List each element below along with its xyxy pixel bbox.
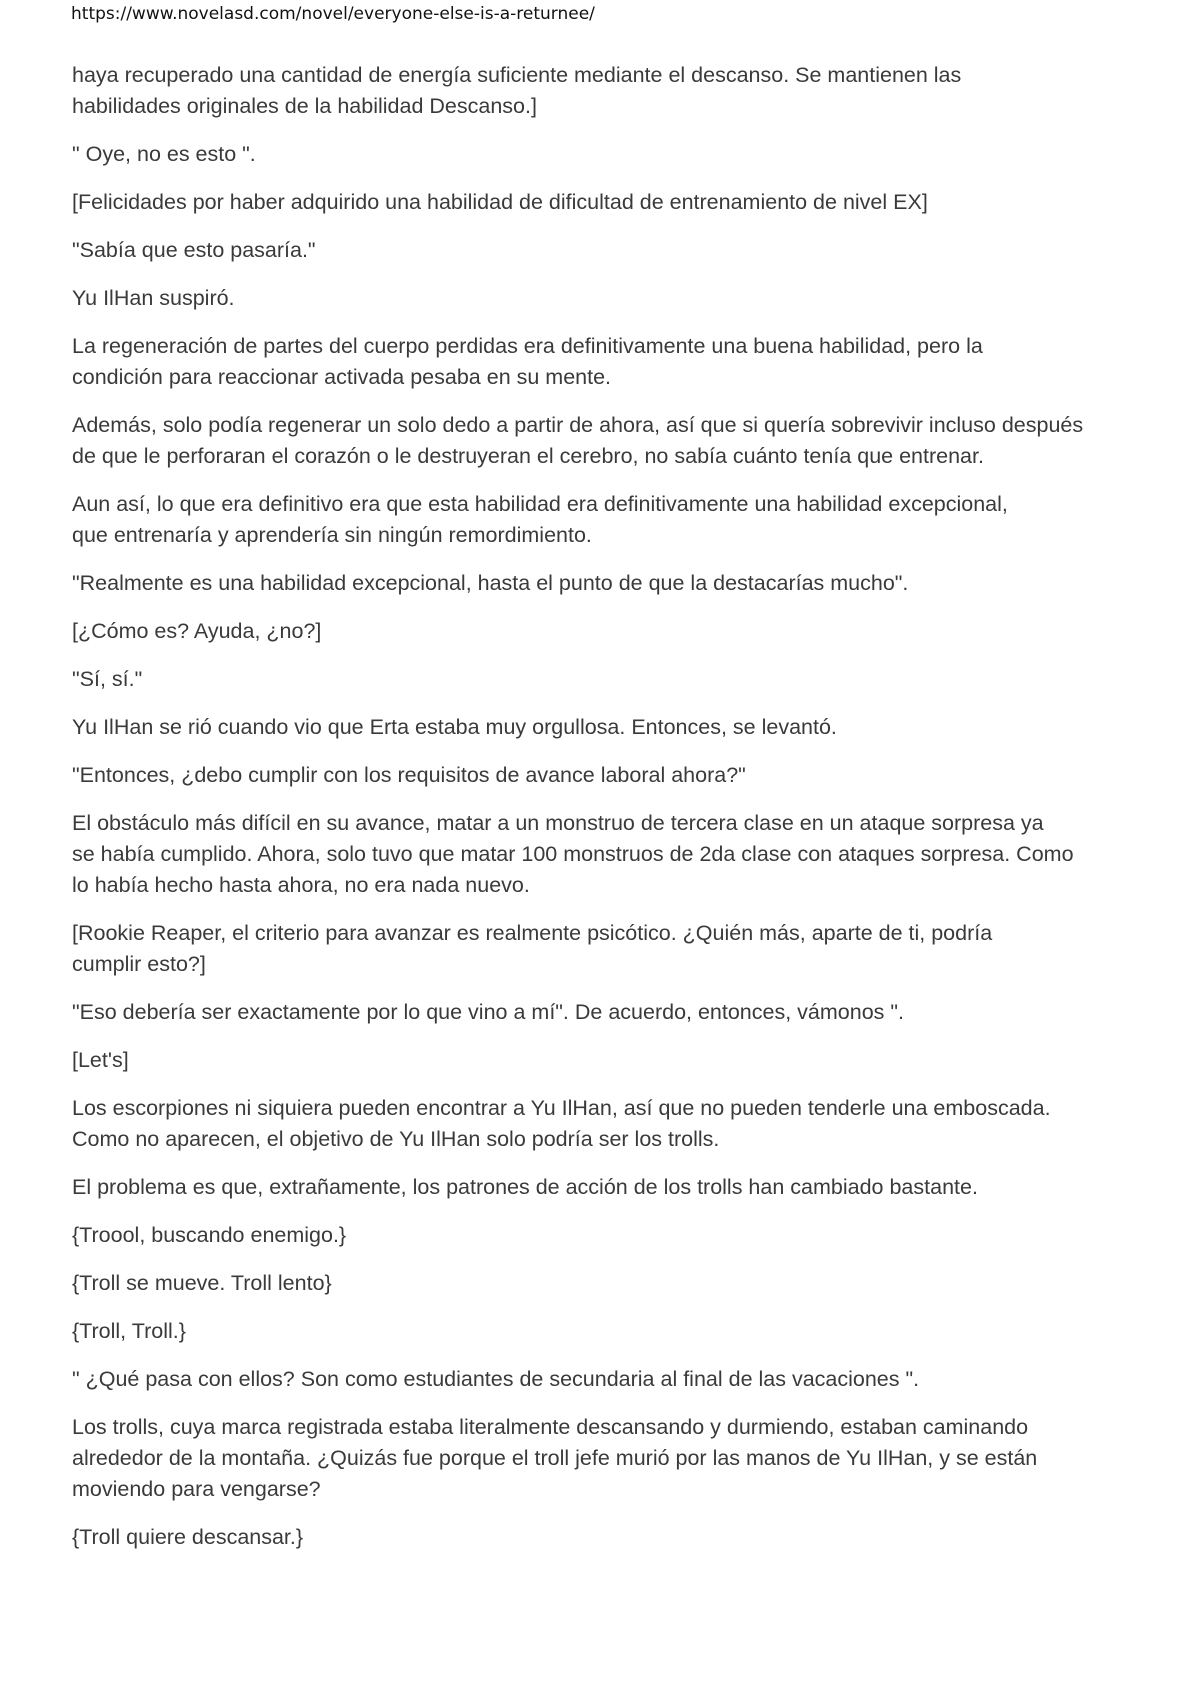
paragraph [72,1093,1110,1155]
paragraph [72,331,1110,393]
paragraph [72,410,1110,472]
text-line: "Realmente es una habilidad excepcional, hasta el punto de que la destacarías mucho". [72,571,909,595]
text-line: moviendo para vengarse? [72,1477,321,1501]
text-line: Además, solo podía regenerar un solo dedo a partir de ahora, así que si quería sobrevivir incluso después [72,413,1084,437]
paragraph [72,808,1110,901]
paragraph [72,1412,1110,1505]
text-line: habilidades originales de la habilidad Descanso.] [72,94,537,118]
paragraph [72,283,1110,314]
text-line: que entrenaría y aprendería sin ningún remordimiento. [72,523,592,547]
text-line: Los escorpiones ni siquiera pueden encontrar a Yu IlHan, así que no pueden tenderle una emboscada. [72,1096,1051,1120]
paragraph [72,918,1110,980]
text-line: alrededor de la montaña. ¿Quizás fue porque el troll jefe murió por las manos de Yu IlHan, y se están [72,1446,1038,1470]
chapter-text [72,60,1110,1553]
paragraph [72,489,1110,551]
text-line: haya recuperado una cantidad de energía suficiente mediante el descanso. Se mantienen las [72,63,962,87]
text-line: "Eso debería ser exactamente por lo que vino a mí". De acuerdo, entonces, vámonos ". [72,1000,904,1024]
text-line: {Troll quiere descansar.} [72,1525,304,1549]
text-line: El obstáculo más difícil en su avance, matar a un monstruo de tercera clase en un ataque sorpresa ya [72,811,1044,835]
text-line: La regeneración de partes del cuerpo perdidas era definitivamente una buena habilidad, pero la [72,334,983,358]
text-line: {Troll, Troll.} [72,1319,186,1343]
text-line: Como no aparecen, el objetivo de Yu IlHan solo podría ser los trolls. [72,1127,720,1151]
text-line: Yu IlHan suspiró. [72,286,235,310]
text-line: [Felicidades por haber adquirido una habilidad de dificultad de entrenamiento de nivel EX] [72,190,928,214]
text-line: Los trolls, cuya marca registrada estaba literalmente descansando y durmiendo, estaban caminando [72,1415,1029,1439]
text-line: {Troool, buscando enemigo.} [72,1223,347,1247]
text-line: [¿Cómo es? Ayuda, ¿no?] [72,619,322,643]
paragraph [72,568,1110,599]
paragraph [72,1172,1110,1203]
text-line: lo había hecho hasta ahora, no era nada nuevo. [72,873,530,897]
text-line: " ¿Qué pasa con ellos? Son como estudiantes de secundaria al final de las vacaciones ". [72,1367,920,1391]
text-line: {Troll se mueve. Troll lento} [72,1271,332,1295]
page-url: https://www.novelasd.com/novel/everyone-else-is-a-returnee/ [71,4,595,24]
paragraph [72,1220,1110,1251]
paragraph [72,1045,1110,1076]
text-line: cumplir esto?] [72,952,206,976]
text-line: [Let's] [72,1048,129,1072]
text-line: "Sí, sí." [72,667,143,691]
text-line: Aun así, lo que era definitivo era que esta habilidad era definitivamente una habilidad excepcional, [72,492,1008,516]
paragraph [72,60,1110,122]
text-line: "Sabía que esto pasaría." [72,238,316,262]
text-line: "Entonces, ¿debo cumplir con los requisitos de avance laboral ahora?" [72,763,746,787]
paragraph [72,1316,1110,1347]
text-line: condición para reaccionar activada pesaba en su mente. [72,365,612,389]
paragraph [72,712,1110,743]
paragraph [72,1364,1110,1395]
text-line: se había cumplido. Ahora, solo tuvo que matar 100 monstruos de 2da clase con ataques sorpresa. Como [72,842,1074,866]
text-line: Yu IlHan se rió cuando vio que Erta estaba muy orgullosa. Entonces, se levantó. [72,715,837,739]
paragraph [72,187,1110,218]
paragraph [72,235,1110,266]
paragraph [72,1268,1110,1299]
text-line: " Oye, no es esto ". [72,142,256,166]
paragraph [72,760,1110,791]
text-line: de que le perforaran el corazón o le destruyeran el cerebro, no sabía cuánto tenía que entrenar. [72,444,984,468]
paragraph [72,1522,1110,1553]
paragraph [72,664,1110,695]
paragraph [72,616,1110,647]
text-line: El problema es que, extrañamente, los patrones de acción de los trolls han cambiado bastante. [72,1175,978,1199]
paragraph [72,139,1110,170]
paragraph [72,997,1110,1028]
text-line: [Rookie Reaper, el criterio para avanzar es realmente psicótico. ¿Quién más, aparte de ti, podría [72,921,993,945]
